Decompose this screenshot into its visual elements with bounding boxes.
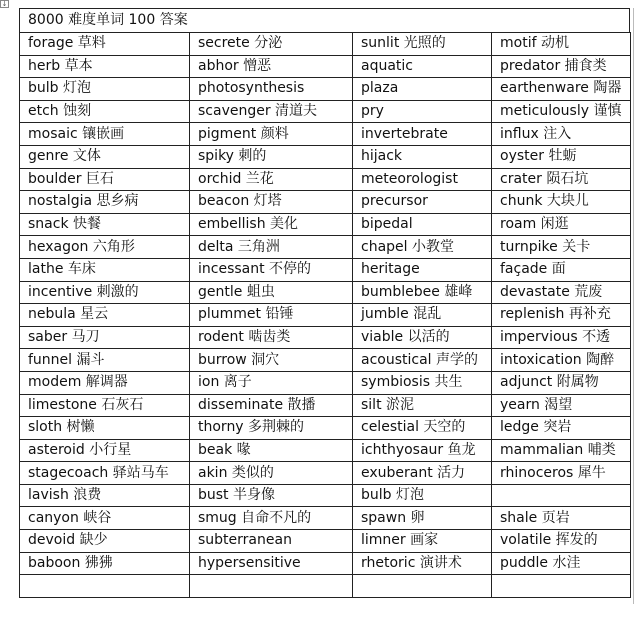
vocab-cell: scavenger 清道夫 (190, 100, 353, 123)
vocab-cell: lathe 车床 (20, 258, 190, 281)
vocab-cell: mosaic 镶嵌画 (20, 123, 190, 146)
vocab-cell: snack 快餐 (20, 213, 190, 236)
vocab-cell: incessant 不停的 (190, 258, 353, 281)
vocab-cell: subterranean (190, 530, 353, 553)
vocab-cell: adjunct 附属物 (492, 371, 631, 394)
vocab-cell: thorny 多荆棘的 (190, 417, 353, 440)
vocabulary-sheet (19, 8, 630, 598)
table-row (20, 236, 631, 259)
vocab-cell: saber 马刀 (20, 326, 190, 349)
vocab-cell: impervious 不透 (492, 326, 631, 349)
vocab-cell: bulb 灯泡 (20, 78, 190, 101)
vocab-cell: abhor 憎恶 (190, 55, 353, 78)
vocab-cell: invertebrate (353, 123, 492, 146)
vocab-cell: bust 半身像 (190, 484, 353, 507)
sheet-title: 8000 难度单词 100 答案 (19, 8, 630, 32)
table-row (20, 100, 631, 123)
table-row (20, 530, 631, 553)
vocab-cell: spiky 刺的 (190, 145, 353, 168)
vocab-cell: crater 陨石坑 (492, 168, 631, 191)
vocab-cell: façade 面 (492, 258, 631, 281)
vocab-cell: herb 草本 (20, 55, 190, 78)
vocab-cell: canyon 峡谷 (20, 507, 190, 530)
vocab-cell: forage 草料 (20, 33, 190, 56)
table-row (20, 326, 631, 349)
vocab-cell: modem 解调器 (20, 371, 190, 394)
table-row (20, 304, 631, 327)
vocabulary-table (19, 32, 631, 598)
vocab-cell: ichthyosaur 鱼龙 (353, 439, 492, 462)
vocab-cell: baboon 狒狒 (20, 552, 190, 575)
vocab-cell: burrow 洞穴 (190, 349, 353, 372)
vocab-cell: plaza (353, 78, 492, 101)
vocab-cell: photosynthesis (190, 78, 353, 101)
vocab-cell: limner 画家 (353, 530, 492, 553)
vocab-cell: plummet 铅锤 (190, 304, 353, 327)
vocab-cell: precursor (353, 191, 492, 214)
table-row (20, 462, 631, 485)
vocab-cell: bulb 灯泡 (353, 484, 492, 507)
vocab-cell: funnel 漏斗 (20, 349, 190, 372)
vocab-cell: predator 捕食类 (492, 55, 631, 78)
table-row (20, 191, 631, 214)
vocab-cell: roam 闲逛 (492, 213, 631, 236)
vocab-cell: oyster 牡蛎 (492, 145, 631, 168)
vocab-cell: gentle 蛆虫 (190, 281, 353, 304)
vocab-cell: incentive 刺激的 (20, 281, 190, 304)
vocab-cell: spawn 卵 (353, 507, 492, 530)
vocab-cell: meteorologist (353, 168, 492, 191)
table-row (20, 145, 631, 168)
vocab-cell: pigment 颜料 (190, 123, 353, 146)
vocab-cell: symbiosis 共生 (353, 371, 492, 394)
vocab-cell (190, 575, 353, 598)
vocab-cell: asteroid 小行星 (20, 439, 190, 462)
vocab-cell: chunk 大块儿 (492, 191, 631, 214)
table-row (20, 484, 631, 507)
table-row (20, 439, 631, 462)
vocab-cell (20, 575, 190, 598)
vocab-cell: ledge 突岩 (492, 417, 631, 440)
vocab-cell: hijack (353, 145, 492, 168)
vocab-cell: earthenware 陶器 (492, 78, 631, 101)
vocab-cell: mammalian 哺类 (492, 439, 631, 462)
table-row (20, 552, 631, 575)
table-row (20, 575, 631, 598)
vocab-cell: acoustical 声学的 (353, 349, 492, 372)
vocab-cell: rhinoceros 犀牛 (492, 462, 631, 485)
table-row (20, 507, 631, 530)
table-row (20, 213, 631, 236)
vocab-cell: nebula 星云 (20, 304, 190, 327)
vocab-cell: hexagon 六角形 (20, 236, 190, 259)
table-row (20, 33, 631, 56)
table-row (20, 78, 631, 101)
vocab-cell: smug 自命不凡的 (190, 507, 353, 530)
vocab-cell: celestial 天空的 (353, 417, 492, 440)
vocab-cell: yearn 渴望 (492, 394, 631, 417)
scrollbar-edge[interactable] (633, 8, 640, 604)
vocab-cell: turnpike 关卡 (492, 236, 631, 259)
vocab-cell: akin 类似的 (190, 462, 353, 485)
vocab-cell: beak 喙 (190, 439, 353, 462)
vocab-cell: delta 三角洲 (190, 236, 353, 259)
vocab-cell: volatile 挥发的 (492, 530, 631, 553)
vocab-cell: exuberant 活力 (353, 462, 492, 485)
table-row (20, 349, 631, 372)
table-row (20, 281, 631, 304)
vocab-cell: influx 注入 (492, 123, 631, 146)
vocab-cell: jumble 混乱 (353, 304, 492, 327)
vocab-cell: hypersensitive (190, 552, 353, 575)
vocab-cell: chapel 小教堂 (353, 236, 492, 259)
vocab-cell: sunlit 光照的 (353, 33, 492, 56)
vocab-cell: boulder 巨石 (20, 168, 190, 191)
vocab-cell: meticulously 谨慎 (492, 100, 631, 123)
vocab-cell: nostalgia 思乡病 (20, 191, 190, 214)
vocab-cell: bipedal (353, 213, 492, 236)
table-row (20, 394, 631, 417)
vocab-cell: heritage (353, 258, 492, 281)
vocab-cell: etch 蚀刻 (20, 100, 190, 123)
table-row (20, 371, 631, 394)
vocab-cell: pry (353, 100, 492, 123)
vocab-cell: puddle 水洼 (492, 552, 631, 575)
vocab-cell: orchid 兰花 (190, 168, 353, 191)
vocab-cell: stagecoach 驿站马车 (20, 462, 190, 485)
vocab-cell: viable 以活的 (353, 326, 492, 349)
table-row (20, 123, 631, 146)
vocab-cell: ion 离子 (190, 371, 353, 394)
vocab-cell: devoid 缺少 (20, 530, 190, 553)
vocab-cell: sloth 树懒 (20, 417, 190, 440)
vocab-cell: disseminate 散播 (190, 394, 353, 417)
table-row (20, 258, 631, 281)
vocab-cell: shale 页岩 (492, 507, 631, 530)
vocab-cell: embellish 美化 (190, 213, 353, 236)
vocab-cell: rhetoric 演讲术 (353, 552, 492, 575)
vocab-cell: beacon 灯塔 (190, 191, 353, 214)
vocab-cell: rodent 啮齿类 (190, 326, 353, 349)
vocab-cell: aquatic (353, 55, 492, 78)
vocab-cell: secrete 分泌 (190, 33, 353, 56)
vocab-cell: lavish 浪费 (20, 484, 190, 507)
table-row (20, 417, 631, 440)
vocab-cell: limestone 石灰石 (20, 394, 190, 417)
vocab-cell: motif 动机 (492, 33, 631, 56)
vocab-cell: replenish 再补充 (492, 304, 631, 327)
corner-marker: ↓ (1, 0, 8, 8)
table-row (20, 168, 631, 191)
table-row (20, 55, 631, 78)
vocab-cell (492, 484, 631, 507)
vocabulary-table-body (20, 33, 631, 598)
vocab-cell: genre 文体 (20, 145, 190, 168)
vocab-cell: devastate 荒废 (492, 281, 631, 304)
vocab-cell (492, 575, 631, 598)
vocab-cell: bumblebee 雄峰 (353, 281, 492, 304)
vocab-cell: silt 淤泥 (353, 394, 492, 417)
vocab-cell (353, 575, 492, 598)
vocab-cell: intoxication 陶醉 (492, 349, 631, 372)
